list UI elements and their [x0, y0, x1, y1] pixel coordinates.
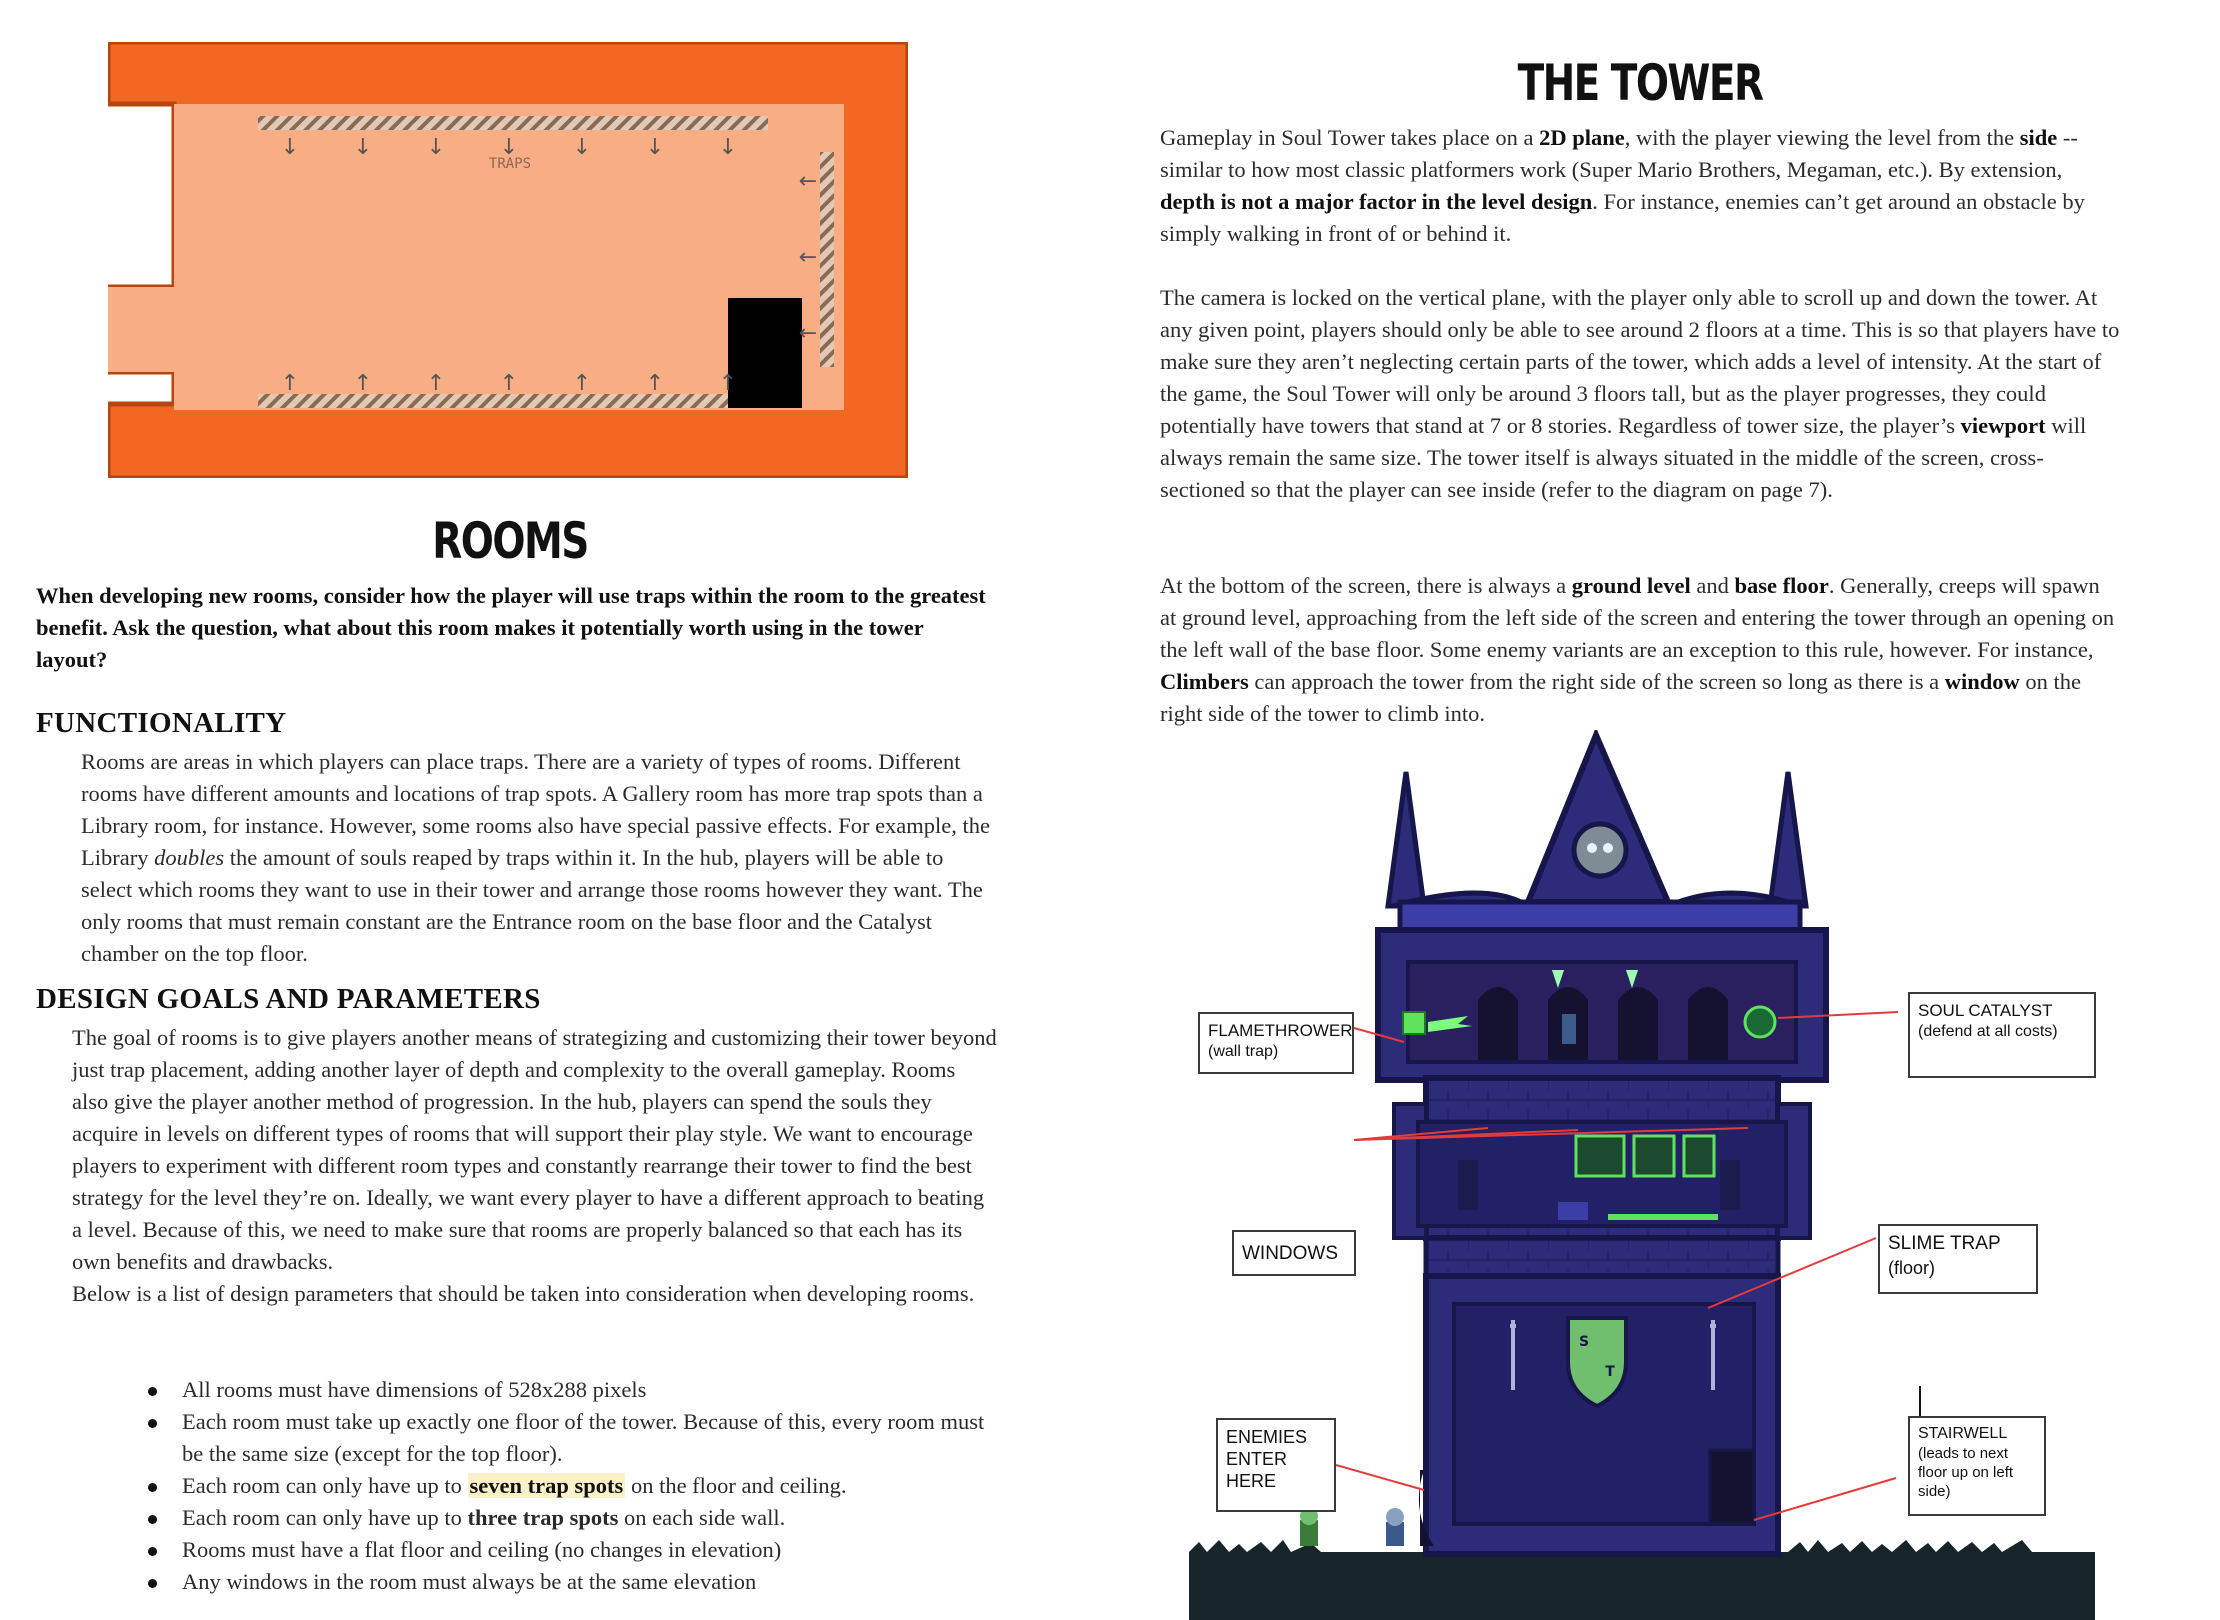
trap-arrow-icon: ←: [798, 321, 818, 346]
bottom-floor: [1426, 1238, 1778, 1278]
traps-label: TRAPS: [488, 156, 532, 172]
list-item: Each room can only have up to seven trap spots on the floor and ceiling.: [148, 1470, 988, 1502]
rooms-intro: When developing new rooms, consider how the player will use traps within the room to the greatest benefit. Ask the question, what about this room makes it potentially worth using in the tower layout?: [36, 583, 986, 672]
tower-paragraph-2: The camera is locked on the vertical plane, with the player only able to scroll up and down the tower. At any given point, players should only be able to see around 2 floors at a time. This is so that players have to make sure they aren’t neglecting certain parts of the tower, which adds a level of intensity. At the start of the game, the Soul Tower will only be around 3 floors tall, but as the player progresses, they could potentially have towers that stand at 7 or 8 stories. Regardless of tower size, the player’s viewport will always remain the same size. The tower itself is always situated in the middle of the screen, cross-sectioned so that the player can see inside (refer to the diagram on page 7).: [1160, 285, 2120, 502]
list-item: Each room must take up exactly one floor of the tower. Because of this, every room must be the same size (except for the top floor).: [148, 1406, 988, 1470]
list-item: All rooms must have dimensions of 528x288 pixels: [148, 1374, 988, 1406]
wall-trap-strip: [820, 152, 834, 367]
trap-arrow-icon: ↑: [426, 371, 446, 396]
functionality-heading: FUNCTIONALITY: [36, 707, 287, 739]
list-item: Each room can only have up to three trap spots on each side wall.: [148, 1502, 988, 1534]
list-item: Rooms must have a flat floor and ceiling (no changes in elevation): [148, 1534, 988, 1566]
trap-arrow-icon: ↓: [353, 135, 373, 160]
trap-arrow-icon: ↑: [499, 371, 519, 396]
flamethrower-callout: FLAMETHROWER (wall trap): [1198, 1012, 1354, 1074]
enemy: [1300, 1507, 1318, 1546]
trap-arrow-icon: ↑: [718, 371, 738, 396]
window: [1684, 1136, 1714, 1176]
trap-arrow-icon: ↓: [572, 135, 592, 160]
slime-trap: [1608, 1214, 1718, 1220]
stairwell-callout: STAIRWELL (leads to next floor up on left side): [1908, 1416, 2046, 1516]
window: [1634, 1136, 1674, 1176]
trap-arrow-icon: ↓: [645, 135, 665, 160]
svg-text:S: S: [1578, 1334, 1590, 1350]
ceiling-trap-strip: [258, 116, 768, 130]
functionality-text: Rooms are areas in which players can place traps. There are a variety of types of rooms. Different rooms have different amounts and locations of trap spots. A Gallery room has more trap spots than a Library room, for instance. However, some rooms also have special passive effects. For example, the Library doubles the amount of souls reaped by traps within it. In the hub, players will be able to select which rooms they want to use in their tower and arrange those rooms however they want. The only rooms that must remain constant are the Entrance room on the base floor and the Catalyst chamber on the top floor.: [81, 749, 991, 966]
list-item: Any windows in the room must always be at the same elevation: [148, 1566, 988, 1598]
trap-arrow-icon: ↓: [426, 135, 446, 160]
trap-arrow-icon: ←: [798, 245, 818, 270]
window: [1576, 1136, 1624, 1176]
trap-arrow-icon: ↓: [499, 135, 519, 160]
svg-text:T: T: [1605, 1364, 1615, 1380]
windows-callout: WINDOWS: [1232, 1230, 1356, 1276]
trap-arrow-icon: ↑: [645, 371, 665, 396]
tower-paragraph-1: Gameplay in Soul Tower takes place on a 2D plane, with the player viewing the level from the side -- similar to how most classic platformers work (Super Mario Brothers, Megaman, etc.). By extension, depth is not a major factor in the level design. For instance, enemies can’t get around an obstacle by simply walking in front of or behind it.: [1160, 125, 2085, 246]
rooms-title: ROOMS: [432, 512, 588, 570]
trap-arrow-icon: ↑: [280, 371, 300, 396]
design-goals-text: The goal of rooms is to give players another means of strategizing and customizing their tower beyond just trap placement, adding another layer of depth and complexity to the overall gameplay. Rooms also give the player another method of progression. In the hub, players can spend the souls they acquire in levels on different types of rooms that will support their play style. We want to encourage players to experiment with different room types and constantly rearrange their tower to find the best strategy for the level they’re on. Ideally, we want every player to have a different approach to beating a level. Because of this, we need to make sure that rooms are properly balanced so that each has its own benefits and drawbacks. Below is a list of design parameters that should be taken into consideration when developing rooms.: [72, 1025, 997, 1306]
highlight: seven trap spots: [469, 1473, 624, 1498]
slime-trap-callout: SLIME TRAP (floor): [1878, 1224, 2038, 1294]
stairwell: [1710, 1450, 1754, 1524]
trap-arrow-icon: ↑: [353, 371, 373, 396]
room-diagram: [108, 42, 908, 478]
enemy: [1386, 1508, 1404, 1546]
design-parameters-list: [148, 1374, 988, 1598]
trap-arrow-icon: ←: [798, 169, 818, 194]
flamethrower-trap: [1403, 1012, 1425, 1034]
tower-paragraph-3: At the bottom of the screen, there is always a ground level and base floor. Generally, creeps will spawn at ground level, approaching from the left side of the screen and entering the tower through an opening on the left wall of the base floor. Some enemy variants are an exception to this rule, however. For instance, Climbers can approach the tower from the right side of the screen so long as there is a window on the right side of the tower to climb into.: [1160, 573, 2115, 726]
design-goals-heading: DESIGN GOALS AND PARAMETERS: [36, 983, 541, 1015]
ground: [1189, 1552, 2095, 1620]
eye-orb: [1574, 824, 1626, 876]
soul-catalyst-callout: SOUL CATALYST (defend at all costs): [1908, 992, 2096, 1078]
floor-trap-strip: [258, 394, 768, 408]
tower-figure: [1188, 730, 2096, 1620]
enemies-callout: ENEMIES ENTER HERE: [1216, 1418, 1336, 1512]
tower-title: THE TOWER: [1517, 54, 1763, 112]
soul-catalyst: [1745, 1007, 1775, 1037]
trap-arrow-icon: ↓: [280, 135, 300, 160]
room-door: [728, 298, 802, 408]
trap-arrow-icon: ↑: [572, 371, 592, 396]
trap-arrow-icon: ↓: [718, 135, 738, 160]
shield: [1568, 1318, 1626, 1406]
